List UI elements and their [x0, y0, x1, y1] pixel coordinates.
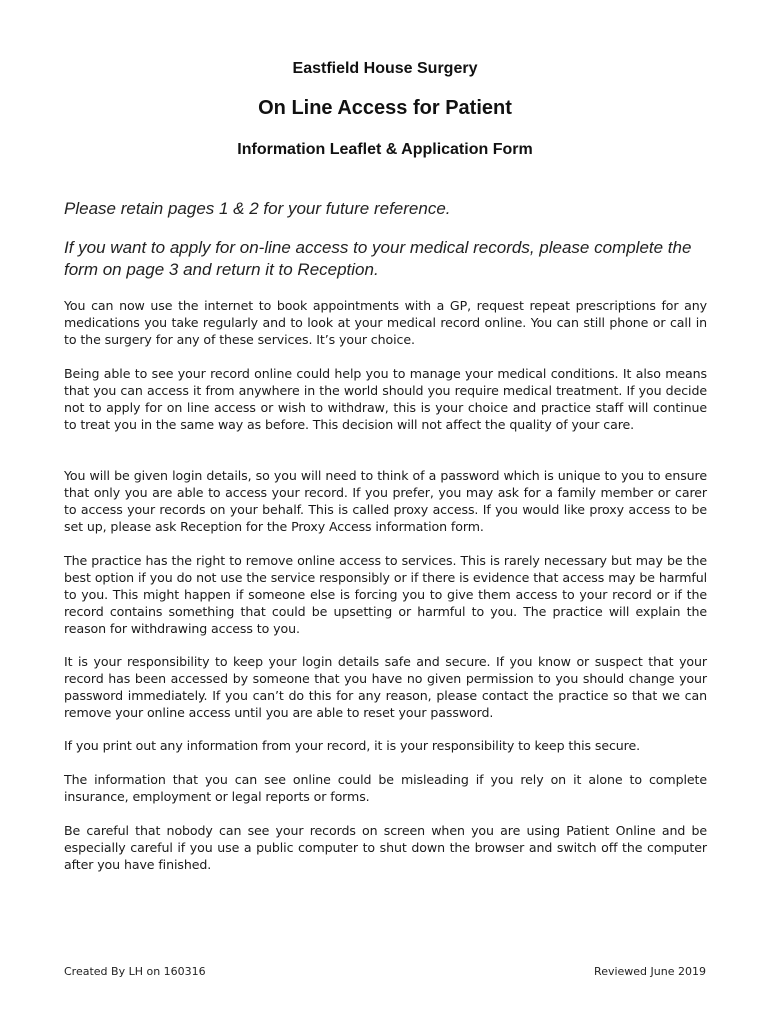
paragraph-responsibility: It is your responsibility to keep your login details safe and secure. If you know or suspect that your record has been accessed by someone that you have no given permission to you should change your password immediately. If you can’t do this for any reason, please contact the practice so that we can remove your online access until you are able to reset your password.	[64, 654, 707, 720]
apply-notice: If you want to apply for on-line access to your medical records, please complete the form on page 3 and return it to Reception.	[64, 238, 692, 279]
paragraph-misleading-info: The information that you can see online could be misleading if you rely on it alone to complete insurance, employment or legal reports or forms.	[64, 772, 707, 804]
footer-reviewed: Reviewed June 2019	[594, 965, 706, 978]
document-title: On Line Access for Patient	[258, 97, 512, 119]
organisation-name: Eastfield House Surgery	[292, 60, 478, 77]
paragraph-online-services: You can now use the internet to book appointments with a GP, request repeat prescriptions for any medications you take regularly and to look at your medical record online. You can still phone or call in to the surgery for any of these services. It’s your choice.	[64, 298, 707, 347]
paragraph-print-secure: If you print out any information from your record, it is your responsibility to keep this secure.	[64, 738, 641, 753]
footer-created: Created By LH on 160316	[64, 965, 206, 978]
paragraph-remove-access: The practice has the right to remove online access to services. This is rarely necessary but may be the best option if you do not use the service responsibly or if there is evidence that access may be harmful to you. This might happen if someone else is forcing you to give them access to your record or if the record contains something that could be upsetting or harmful to you. The practice will explain the reason for withdrawing access to you.	[64, 553, 707, 636]
retain-notice: Please retain pages 1 & 2 for your future reference.	[64, 199, 451, 218]
paragraph-login-details: You will be given login details, so you will need to think of a password which is unique to you to ensure that only you are able to access your record. If you prefer, you may ask for a family member or carer to access your records on your behalf. This is called proxy access. If you would like proxy access to be set up, please ask Reception for the Proxy Access information form.	[64, 468, 707, 534]
document-subtitle: Information Leaflet & Application Form	[237, 141, 533, 158]
paragraph-record-benefits: Being able to see your record online could help you to manage your medical conditions. It also means that you can access it from anywhere in the world should you require medical treatment. If you decide not to apply for on line access or wish to withdraw, this is your choice and practice staff will continue to treat you in the same way as before. This decision will not affect the quality of your care.	[64, 366, 707, 432]
paragraph-screen-privacy: Be careful that nobody can see your records on screen when you are using Patient Online and be especially careful if you use a public computer to shut down the browser and switch off the computer after you have finished.	[64, 823, 707, 872]
